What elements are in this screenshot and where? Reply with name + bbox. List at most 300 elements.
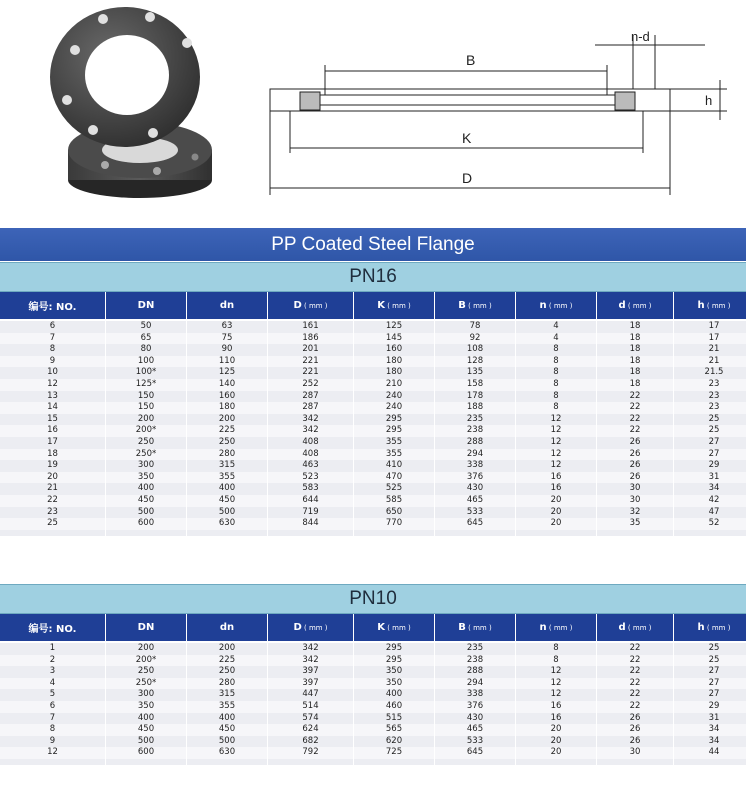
table-row bbox=[0, 379, 746, 391]
table-cell: 4 bbox=[516, 320, 597, 333]
table-cell: 460 bbox=[354, 701, 435, 713]
table-cell: 400 bbox=[106, 713, 187, 725]
column-header: 编号: NO. bbox=[0, 614, 106, 642]
table-cell: 350 bbox=[106, 701, 187, 713]
table-row bbox=[0, 344, 746, 356]
table-cell: 342 bbox=[268, 642, 354, 655]
table-row bbox=[0, 678, 746, 690]
table-cell: 8 bbox=[516, 391, 597, 403]
table-cell: 20 bbox=[516, 518, 597, 530]
table-cell: 1 bbox=[0, 642, 106, 655]
table-cell: 23 bbox=[674, 402, 746, 414]
table-cell: 645 bbox=[435, 518, 516, 530]
table-cell: 8 bbox=[516, 402, 597, 414]
column-header: n ( mm ) bbox=[516, 292, 597, 320]
dimension-k-label: K bbox=[462, 130, 472, 146]
column-header: d ( mm ) bbox=[597, 292, 674, 320]
table-cell: 25 bbox=[0, 518, 106, 530]
table-cell: 22 bbox=[597, 689, 674, 701]
table-cell: 200 bbox=[106, 642, 187, 655]
table-cell: 26 bbox=[597, 736, 674, 748]
table-cell: 27 bbox=[674, 666, 746, 678]
table-cell: 15 bbox=[0, 414, 106, 426]
table-cell: 300 bbox=[106, 460, 187, 472]
table-cell: 25 bbox=[674, 642, 746, 655]
table-cell: 186 bbox=[268, 333, 354, 345]
table-cell: 8 bbox=[516, 356, 597, 368]
table-cell: 430 bbox=[435, 713, 516, 725]
table-cell: 12 bbox=[516, 460, 597, 472]
table-cell: 350 bbox=[354, 678, 435, 690]
table-cell: 8 bbox=[516, 655, 597, 667]
table-row bbox=[0, 495, 746, 507]
table-cell: 30 bbox=[597, 747, 674, 759]
flange-photo bbox=[45, 5, 215, 200]
table-cell: 18 bbox=[597, 379, 674, 391]
table-cell: 644 bbox=[268, 495, 354, 507]
table-cell: 22 bbox=[597, 655, 674, 667]
table-cell: 5 bbox=[0, 689, 106, 701]
table-cell: 238 bbox=[435, 655, 516, 667]
table-cell: 600 bbox=[106, 747, 187, 759]
table-cell: 125* bbox=[106, 379, 187, 391]
table-cell: 80 bbox=[106, 344, 187, 356]
table-cell: 18 bbox=[597, 333, 674, 345]
table-row bbox=[0, 507, 746, 519]
table-cell: 42 bbox=[674, 495, 746, 507]
table-cell: 21.5 bbox=[674, 367, 746, 379]
table-cell: 22 bbox=[597, 642, 674, 655]
table-cell: 17 bbox=[0, 437, 106, 449]
table-cell: 34 bbox=[674, 724, 746, 736]
table-cell: 523 bbox=[268, 472, 354, 484]
table-cell: 17 bbox=[674, 333, 746, 345]
table-cell: 18 bbox=[597, 367, 674, 379]
table-cell: 7 bbox=[0, 713, 106, 725]
table-cell: 300 bbox=[106, 689, 187, 701]
table-cell: 400 bbox=[187, 713, 268, 725]
table-cell: 23 bbox=[0, 507, 106, 519]
column-header: B ( mm ) bbox=[435, 292, 516, 320]
table-cell: 376 bbox=[435, 472, 516, 484]
table-cell: 180 bbox=[354, 367, 435, 379]
table-cell: 280 bbox=[187, 449, 268, 461]
table-cell: 397 bbox=[268, 666, 354, 678]
table-cell: 27 bbox=[674, 689, 746, 701]
table-cell: 200 bbox=[106, 414, 187, 426]
flange-cross-section-drawing bbox=[255, 25, 735, 205]
table-cell: 200* bbox=[106, 655, 187, 667]
column-header: DN bbox=[106, 292, 187, 320]
column-header: D ( mm ) bbox=[268, 292, 354, 320]
table-cell: 844 bbox=[268, 518, 354, 530]
table-cell: 22 bbox=[597, 402, 674, 414]
table-cell: 624 bbox=[268, 724, 354, 736]
table-cell: 240 bbox=[354, 391, 435, 403]
table-cell: 500 bbox=[187, 736, 268, 748]
table-cell: 108 bbox=[435, 344, 516, 356]
table-cell: 20 bbox=[516, 747, 597, 759]
table-cell: 32 bbox=[597, 507, 674, 519]
table-cell: 78 bbox=[435, 320, 516, 333]
table-row bbox=[0, 666, 746, 678]
table-cell: 200 bbox=[187, 414, 268, 426]
table-cell: 10 bbox=[0, 367, 106, 379]
table-cell: 315 bbox=[187, 689, 268, 701]
page-title: PP Coated Steel Flange bbox=[0, 228, 746, 261]
table-spacer-row bbox=[0, 759, 746, 765]
table-cell: 6 bbox=[0, 701, 106, 713]
dimension-b-label: B bbox=[466, 52, 476, 68]
table-cell: 44 bbox=[674, 747, 746, 759]
table-cell: 250 bbox=[106, 666, 187, 678]
table-cell: 430 bbox=[435, 483, 516, 495]
pn10-section-title: PN10 bbox=[0, 584, 746, 614]
table-cell: 470 bbox=[354, 472, 435, 484]
table-cell: 50 bbox=[106, 320, 187, 333]
table-cell: 180 bbox=[354, 356, 435, 368]
table-cell: 20 bbox=[0, 472, 106, 484]
table-cell: 100* bbox=[106, 367, 187, 379]
table-cell: 350 bbox=[354, 666, 435, 678]
table-cell: 63 bbox=[187, 320, 268, 333]
table-cell: 16 bbox=[516, 713, 597, 725]
table-cell: 465 bbox=[435, 724, 516, 736]
table-cell: 8 bbox=[516, 379, 597, 391]
table-cell: 355 bbox=[354, 449, 435, 461]
table-cell: 410 bbox=[354, 460, 435, 472]
table-cell: 288 bbox=[435, 437, 516, 449]
table-cell: 515 bbox=[354, 713, 435, 725]
table-cell: 240 bbox=[354, 402, 435, 414]
column-header: dn bbox=[187, 292, 268, 320]
table-cell: 12 bbox=[516, 449, 597, 461]
table-cell: 35 bbox=[597, 518, 674, 530]
table-cell: 47 bbox=[674, 507, 746, 519]
table-cell: 450 bbox=[187, 724, 268, 736]
table-cell: 250* bbox=[106, 678, 187, 690]
table-cell: 21 bbox=[674, 356, 746, 368]
table-cell: 22 bbox=[597, 414, 674, 426]
table-cell: 650 bbox=[354, 507, 435, 519]
table-cell: 52 bbox=[674, 518, 746, 530]
table-cell: 110 bbox=[187, 356, 268, 368]
table-row bbox=[0, 414, 746, 426]
table-cell: 294 bbox=[435, 678, 516, 690]
table-cell: 770 bbox=[354, 518, 435, 530]
table-cell: 450 bbox=[106, 495, 187, 507]
column-header: DN bbox=[106, 614, 187, 642]
column-header: B ( mm ) bbox=[435, 614, 516, 642]
table-cell: 6 bbox=[0, 320, 106, 333]
table-cell: 500 bbox=[106, 736, 187, 748]
table-cell: 27 bbox=[674, 449, 746, 461]
table-cell: 533 bbox=[435, 507, 516, 519]
table-cell: 30 bbox=[597, 495, 674, 507]
table-cell: 463 bbox=[268, 460, 354, 472]
table-row bbox=[0, 391, 746, 403]
table-cell: 252 bbox=[268, 379, 354, 391]
table-cell: 8 bbox=[516, 642, 597, 655]
column-header: n ( mm ) bbox=[516, 614, 597, 642]
table-cell: 238 bbox=[435, 425, 516, 437]
column-header: h ( mm ) bbox=[674, 292, 746, 320]
table-cell: 400 bbox=[187, 483, 268, 495]
table-cell: 355 bbox=[354, 437, 435, 449]
table-cell: 719 bbox=[268, 507, 354, 519]
table-cell: 160 bbox=[354, 344, 435, 356]
table-cell: 12 bbox=[0, 379, 106, 391]
table-cell: 221 bbox=[268, 356, 354, 368]
table-cell: 8 bbox=[0, 724, 106, 736]
table-cell: 22 bbox=[597, 425, 674, 437]
dimension-d-label: D bbox=[462, 170, 473, 186]
table-cell: 295 bbox=[354, 642, 435, 655]
table-cell: 18 bbox=[597, 356, 674, 368]
table-row bbox=[0, 642, 746, 655]
table-cell: 65 bbox=[106, 333, 187, 345]
table-cell: 4 bbox=[516, 333, 597, 345]
table-cell: 630 bbox=[187, 747, 268, 759]
table-cell: 408 bbox=[268, 437, 354, 449]
table-cell: 90 bbox=[187, 344, 268, 356]
table-cell: 16 bbox=[0, 425, 106, 437]
pn10-table bbox=[0, 614, 746, 765]
table-cell: 16 bbox=[516, 701, 597, 713]
table-cell: 29 bbox=[674, 701, 746, 713]
table-row bbox=[0, 701, 746, 713]
table-cell: 465 bbox=[435, 495, 516, 507]
table-cell: 125 bbox=[354, 320, 435, 333]
table-cell: 447 bbox=[268, 689, 354, 701]
table-header-row bbox=[0, 292, 746, 320]
table-cell: 25 bbox=[674, 655, 746, 667]
table-cell: 8 bbox=[516, 344, 597, 356]
column-header: D ( mm ) bbox=[268, 614, 354, 642]
table-cell: 22 bbox=[597, 391, 674, 403]
column-header: 编号: NO. bbox=[0, 292, 106, 320]
table-cell: 17 bbox=[674, 320, 746, 333]
table-cell: 355 bbox=[187, 701, 268, 713]
table-cell: 376 bbox=[435, 701, 516, 713]
table-row bbox=[0, 320, 746, 333]
table-cell: 21 bbox=[674, 344, 746, 356]
table-cell: 23 bbox=[674, 391, 746, 403]
table-cell: 26 bbox=[597, 437, 674, 449]
table-row bbox=[0, 356, 746, 368]
table-cell: 16 bbox=[516, 472, 597, 484]
table-cell: 574 bbox=[268, 713, 354, 725]
table-cell: 26 bbox=[597, 449, 674, 461]
table-cell: 16 bbox=[516, 483, 597, 495]
table-cell: 34 bbox=[674, 736, 746, 748]
table-cell: 3 bbox=[0, 666, 106, 678]
table-cell: 583 bbox=[268, 483, 354, 495]
table-row bbox=[0, 333, 746, 345]
table-cell: 525 bbox=[354, 483, 435, 495]
column-header: K ( mm ) bbox=[354, 292, 435, 320]
table-cell: 26 bbox=[597, 713, 674, 725]
table-cell: 315 bbox=[187, 460, 268, 472]
table-cell: 22 bbox=[0, 495, 106, 507]
table-cell: 12 bbox=[516, 414, 597, 426]
table-cell: 210 bbox=[354, 379, 435, 391]
table-cell: 342 bbox=[268, 425, 354, 437]
table-cell: 450 bbox=[106, 724, 187, 736]
table-cell: 338 bbox=[435, 689, 516, 701]
table-cell: 620 bbox=[354, 736, 435, 748]
table-cell: 31 bbox=[674, 472, 746, 484]
column-header: h ( mm ) bbox=[674, 614, 746, 642]
table-cell: 725 bbox=[354, 747, 435, 759]
table-cell: 21 bbox=[0, 483, 106, 495]
table-cell: 630 bbox=[187, 518, 268, 530]
table-cell: 235 bbox=[435, 642, 516, 655]
table-cell: 12 bbox=[0, 747, 106, 759]
table-row bbox=[0, 460, 746, 472]
table-cell: 250 bbox=[106, 437, 187, 449]
table-row bbox=[0, 437, 746, 449]
table-cell: 287 bbox=[268, 391, 354, 403]
table-cell: 533 bbox=[435, 736, 516, 748]
table-cell: 450 bbox=[187, 495, 268, 507]
table-cell: 26 bbox=[597, 472, 674, 484]
table-cell: 158 bbox=[435, 379, 516, 391]
table-cell: 288 bbox=[435, 666, 516, 678]
table-row bbox=[0, 425, 746, 437]
table-row bbox=[0, 689, 746, 701]
table-row bbox=[0, 713, 746, 725]
table-row bbox=[0, 483, 746, 495]
table-cell: 500 bbox=[106, 507, 187, 519]
table-cell: 20 bbox=[516, 736, 597, 748]
table-row bbox=[0, 367, 746, 379]
table-cell: 188 bbox=[435, 402, 516, 414]
table-cell: 235 bbox=[435, 414, 516, 426]
table-cell: 397 bbox=[268, 678, 354, 690]
table-spacer-row bbox=[0, 530, 746, 536]
table-cell: 180 bbox=[187, 402, 268, 414]
table-cell: 200 bbox=[187, 642, 268, 655]
table-cell: 342 bbox=[268, 414, 354, 426]
table-cell: 500 bbox=[187, 507, 268, 519]
table-row bbox=[0, 518, 746, 530]
table-cell: 585 bbox=[354, 495, 435, 507]
dimension-h-label: h bbox=[705, 93, 713, 108]
table-cell: 12 bbox=[516, 678, 597, 690]
table-cell: 12 bbox=[516, 666, 597, 678]
table-cell: 140 bbox=[187, 379, 268, 391]
table-cell: 100 bbox=[106, 356, 187, 368]
table-cell: 26 bbox=[597, 460, 674, 472]
table-cell: 178 bbox=[435, 391, 516, 403]
table-row bbox=[0, 747, 746, 759]
table-cell: 23 bbox=[674, 379, 746, 391]
table-cell: 13 bbox=[0, 391, 106, 403]
table-cell: 31 bbox=[674, 713, 746, 725]
table-cell: 355 bbox=[187, 472, 268, 484]
table-cell: 4 bbox=[0, 678, 106, 690]
table-cell: 221 bbox=[268, 367, 354, 379]
table-cell: 20 bbox=[516, 724, 597, 736]
table-cell: 792 bbox=[268, 747, 354, 759]
table-cell: 287 bbox=[268, 402, 354, 414]
table-cell: 295 bbox=[354, 655, 435, 667]
table-row bbox=[0, 449, 746, 461]
table-cell: 250 bbox=[187, 666, 268, 678]
table-cell: 682 bbox=[268, 736, 354, 748]
table-header-row bbox=[0, 614, 746, 642]
table-cell: 2 bbox=[0, 655, 106, 667]
table-cell: 295 bbox=[354, 425, 435, 437]
table-cell: 400 bbox=[354, 689, 435, 701]
table-cell: 338 bbox=[435, 460, 516, 472]
table-cell: 27 bbox=[674, 437, 746, 449]
dimension-nd-label: n-d bbox=[631, 29, 650, 44]
pn16-section-title: PN16 bbox=[0, 262, 746, 292]
table-cell: 225 bbox=[187, 425, 268, 437]
table-cell: 25 bbox=[674, 414, 746, 426]
table-cell: 30 bbox=[597, 483, 674, 495]
table-cell: 9 bbox=[0, 356, 106, 368]
table-cell: 8 bbox=[0, 344, 106, 356]
table-row bbox=[0, 472, 746, 484]
table-cell: 514 bbox=[268, 701, 354, 713]
table-cell: 250* bbox=[106, 449, 187, 461]
table-row bbox=[0, 655, 746, 667]
table-cell: 408 bbox=[268, 449, 354, 461]
table-cell: 145 bbox=[354, 333, 435, 345]
table-cell: 160 bbox=[187, 391, 268, 403]
table-cell: 150 bbox=[106, 402, 187, 414]
column-header: dn bbox=[187, 614, 268, 642]
table-cell: 20 bbox=[516, 507, 597, 519]
table-cell: 25 bbox=[674, 425, 746, 437]
table-cell: 201 bbox=[268, 344, 354, 356]
table-cell: 135 bbox=[435, 367, 516, 379]
table-cell: 29 bbox=[674, 460, 746, 472]
table-cell: 295 bbox=[354, 414, 435, 426]
table-cell: 92 bbox=[435, 333, 516, 345]
pn16-table bbox=[0, 292, 746, 536]
column-header: d ( mm ) bbox=[597, 614, 674, 642]
table-cell: 12 bbox=[516, 437, 597, 449]
table-cell: 225 bbox=[187, 655, 268, 667]
table-cell: 22 bbox=[597, 678, 674, 690]
table-cell: 12 bbox=[516, 689, 597, 701]
table-cell: 294 bbox=[435, 449, 516, 461]
table-cell: 26 bbox=[597, 724, 674, 736]
table-cell: 14 bbox=[0, 402, 106, 414]
table-cell: 161 bbox=[268, 320, 354, 333]
table-cell: 19 bbox=[0, 460, 106, 472]
table-cell: 645 bbox=[435, 747, 516, 759]
table-cell: 9 bbox=[0, 736, 106, 748]
table-cell: 7 bbox=[0, 333, 106, 345]
table-cell: 27 bbox=[674, 678, 746, 690]
table-cell: 34 bbox=[674, 483, 746, 495]
table-cell: 75 bbox=[187, 333, 268, 345]
table-row bbox=[0, 736, 746, 748]
table-cell: 128 bbox=[435, 356, 516, 368]
table-row bbox=[0, 724, 746, 736]
table-cell: 125 bbox=[187, 367, 268, 379]
table-cell: 8 bbox=[516, 367, 597, 379]
table-cell: 22 bbox=[597, 701, 674, 713]
table-cell: 280 bbox=[187, 678, 268, 690]
table-cell: 400 bbox=[106, 483, 187, 495]
table-cell: 350 bbox=[106, 472, 187, 484]
